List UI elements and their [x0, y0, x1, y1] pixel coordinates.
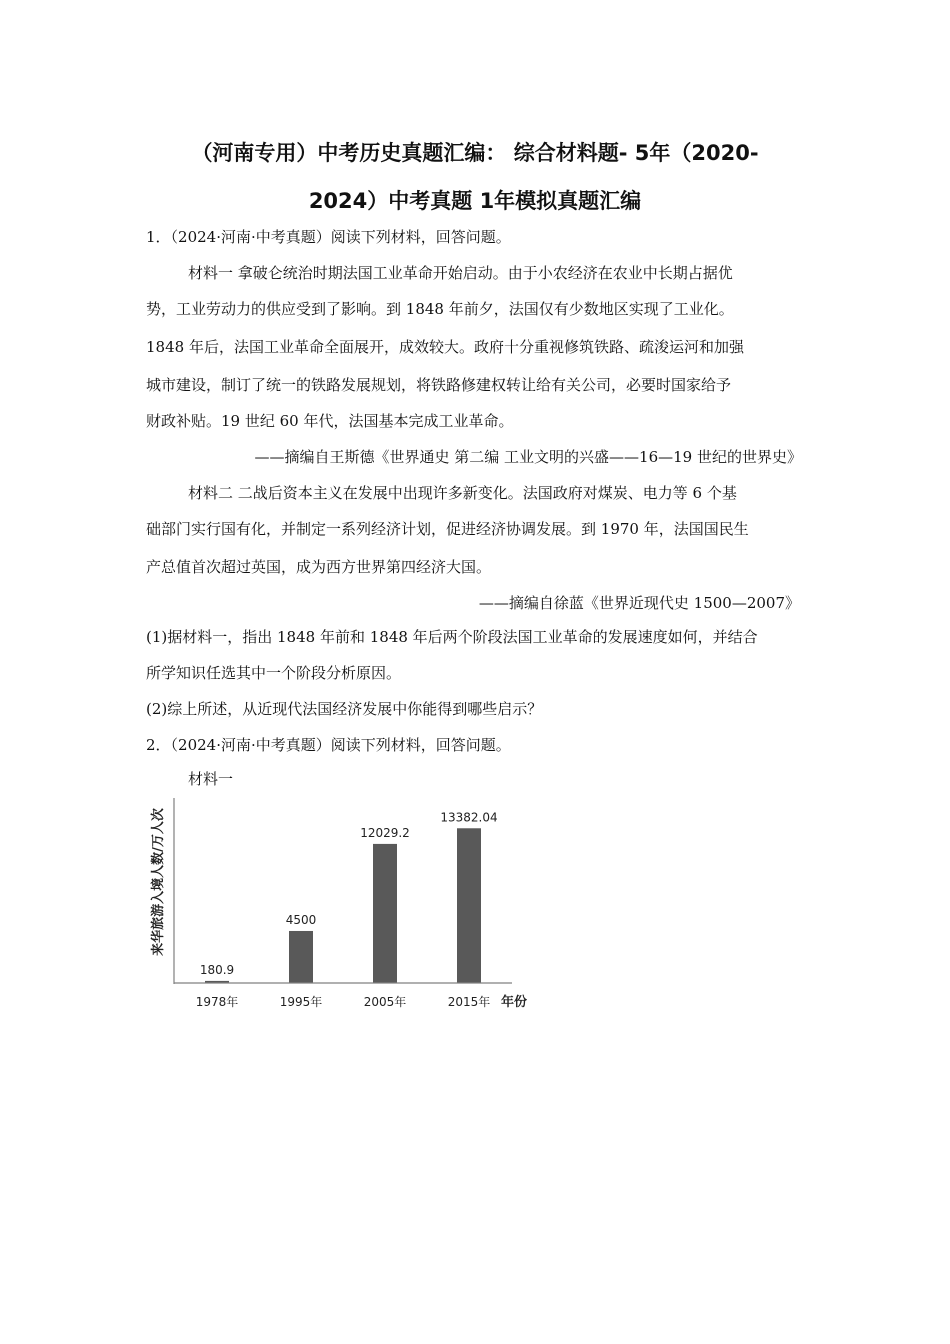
q1-subquestion-2: (2)综上所述，从近现代法国经济发展中你能得到哪些启示？ [146, 700, 543, 718]
category-label-2: 2005年 [363, 995, 407, 1009]
document-title-line-2: 2024）中考真题 1年模拟真题汇编 [308, 189, 642, 213]
bar-2 [373, 844, 397, 983]
q1-material-1-line-5: 财政补贴。19 世纪 60 年代，法国基本完成工业革命。 [146, 412, 514, 430]
q1-material-1-line-4: 城市建设，制订了统一的铁路发展规划，将铁路修建权转让给有关公司，必要时国家给予 [146, 376, 732, 394]
q1-material-2-line-2: 础部门实行国有化，并制定一系列经济计划，促进经济协调发展。到 1970 年，法国国民生 [146, 520, 749, 538]
category-label-1: 1995年 [279, 995, 323, 1009]
chart-svg [140, 798, 560, 1028]
q1-material-1-line-3: 1848 年后，法国工业革命全面展开，成效较大。政府十分重视修筑铁路、疏浚运河和加强 [146, 338, 744, 356]
q1-material-2-source: ——摘编自徐蓝《世界近现代史 1500—2007》 [478, 594, 800, 612]
category-label-0: 1978年 [195, 995, 239, 1009]
q2-material-1-label: 材料一 [188, 770, 234, 788]
x-axis-label: 年份 [501, 995, 528, 1010]
tourist-bar-chart [140, 798, 560, 1028]
category-label-3: 2015年 [447, 995, 491, 1009]
document-title-line-1: （河南专用）中考历史真题汇编： 综合材料题- 5年（2020- [191, 141, 759, 165]
q1-material-1-source: ——摘编自王斯德《世界通史 第二编 工业文明的兴盛——16—19 世纪的世界史》 [254, 448, 802, 466]
bar-value-label-2: 12029.2 [360, 825, 410, 840]
q1-subquestion-1-line-2: 所学知识任选其中一个阶段分析原因。 [146, 664, 402, 682]
bar-value-label-3: 13382.04 [440, 810, 498, 825]
bar-1 [289, 931, 313, 983]
q1-subquestion-1-line-1: (1)据材料一，指出 1848 年前和 1848 年后两个阶段法国工业革命的发展速度如何，并结合 [146, 628, 758, 646]
bar-value-label-1: 4500 [285, 912, 317, 927]
q1-material-1-line-1: 材料一 拿破仑统治时期法国工业革命开始启动。由于小农经济在农业中长期占据优 [188, 264, 733, 282]
y-axis-label: 来华旅游入境人数/万人次 [151, 808, 166, 956]
question-2-header: 2．（2024·河南·中考真题）阅读下列材料，回答问题。 [146, 736, 511, 754]
bar-3 [457, 828, 481, 983]
q1-material-2-line-1: 材料二 二战后资本主义在发展中出现许多新变化。法国政府对煤炭、电力等 6 个基 [188, 484, 737, 502]
q1-material-1-line-2: 势，工业劳动力的供应受到了影响。到 1848 年前夕，法国仅有少数地区实现了工业化。 [146, 300, 734, 318]
bar-value-label-0: 180.9 [199, 962, 235, 977]
q1-material-2-line-3: 产总值首次超过英国，成为西方世界第四经济大国。 [146, 558, 492, 576]
question-1-header: 1．（2024·河南·中考真题）阅读下列材料，回答问题。 [146, 228, 511, 246]
